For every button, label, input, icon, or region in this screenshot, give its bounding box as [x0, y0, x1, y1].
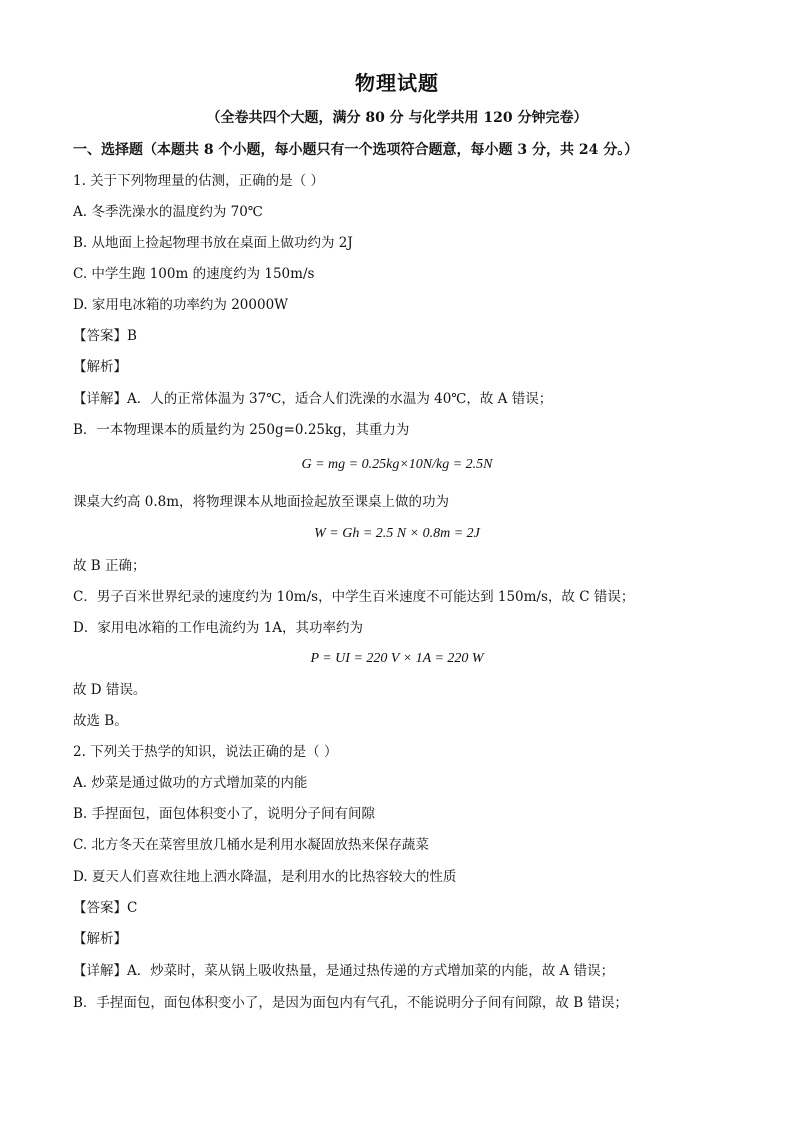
option-b: B. 从地面上捡起物理书放在桌面上做功约为 2J — [73, 235, 353, 251]
explanation-line: C．男子百米世界纪录的速度约为 10m/s，中学生百米速度不可能达到 150m/s，故 C 错误； — [73, 589, 635, 605]
answer-label: 【答案】C — [73, 900, 138, 916]
option-c: C. 中学生跑 100m 的速度约为 150m/s — [73, 266, 315, 282]
question-stem: 1. 关于下列物理量的估测，正确的是（ ） — [73, 173, 324, 189]
option-d: D. 夏天人们喜欢往地上洒水降温，是利用水的比热容较大的性质 — [73, 869, 457, 885]
analysis-label: 【解析】 — [73, 359, 127, 375]
explanation-line: B．手捏面包，面包体积变小了，是因为面包内有气孔，不能说明分子间有间隙，故 B 错误； — [73, 995, 628, 1011]
page-subtitle: （全卷共四个大题，满分 80 分 与化学共用 120 分钟完卷） — [206, 110, 588, 126]
formula-power: P = UI = 220 V × 1A = 220 W — [310, 651, 484, 666]
explanation-line: 【详解】A．炒菜时，菜从锅上吸收热量，是通过热传递的方式增加菜的内能，故 A 错误； — [73, 963, 615, 979]
page-title: 物理试题 — [355, 71, 439, 95]
analysis-label: 【解析】 — [73, 931, 127, 947]
explanation-line: 课桌大约高 0.8m，将物理课本从地面捡起放至课桌上做的功为 — [73, 494, 450, 510]
question-stem: 2. 下列关于热学的知识，说法正确的是（ ） — [73, 744, 338, 760]
explanation-line: 故 B 正确； — [73, 558, 146, 574]
explanation-line: 【详解】A．人的正常体温为 37℃，适合人们洗澡的水温为 40℃，故 A 错误； — [73, 391, 553, 407]
explanation-line: 故 D 错误。 — [73, 682, 147, 698]
option-c: C. 北方冬天在菜窖里放几桶水是利用水凝固放热来保存蔬菜 — [73, 837, 429, 853]
option-a: A. 炒菜是通过做功的方式增加菜的内能 — [73, 775, 308, 791]
explanation-line: B．一本物理课本的质量约为 250g=0.25kg，其重力为 — [73, 422, 410, 438]
option-b: B. 手捏面包，面包体积变小了，说明分子间有间隙 — [73, 806, 376, 822]
section-heading: 一、选择题（本题共 8 个小题，每小题只有一个选项符合题意，每小题 3 分，共 24 分。） — [73, 142, 639, 158]
formula-work: W = Gh = 2.5 N × 0.8m = 2J — [314, 526, 480, 541]
formula-gravity: G = mg = 0.25kg×10N/kg = 2.5N — [301, 457, 493, 472]
conclusion-line: 故选 B。 — [73, 713, 128, 729]
option-d: D. 家用电冰箱的功率约为 20000W — [73, 297, 289, 313]
option-a: A. 冬季洗澡水的温度约为 70℃ — [73, 204, 263, 220]
explanation-line: D．家用电冰箱的工作电流约为 1A，其功率约为 — [73, 620, 363, 636]
answer-label: 【答案】B — [73, 328, 137, 344]
